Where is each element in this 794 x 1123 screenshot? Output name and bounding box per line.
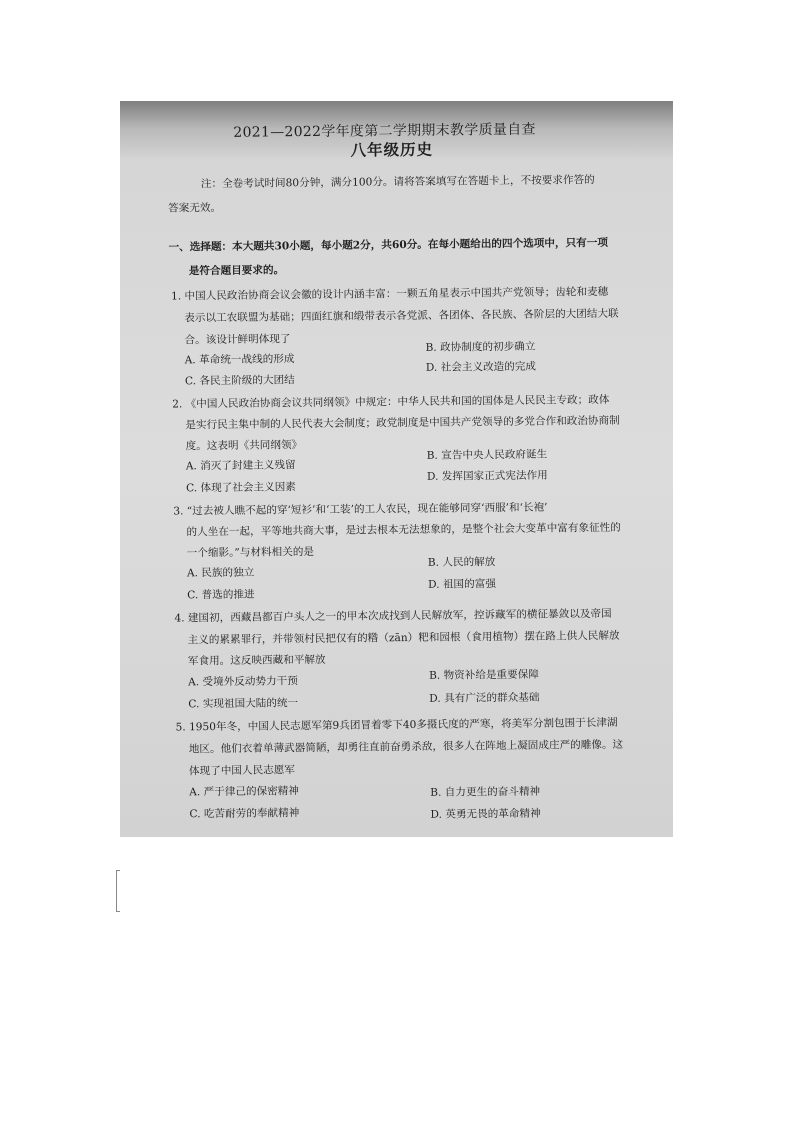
section-heading: 是符合题目要求的。 xyxy=(188,264,285,278)
exam-photo xyxy=(120,101,673,837)
option-c: C. 吃苦耐劳的奉献精神 xyxy=(189,807,300,821)
question-stem-line: 表示以工农联盟为基础；四面红旗和缎带表示各党派、各团体、各民族、各阶层的大团结大联 xyxy=(184,307,619,325)
option-b: B. 物资补给是重要保障 xyxy=(428,668,539,682)
exam-paper xyxy=(120,101,673,837)
exam-subtitle: 八年级历史 xyxy=(350,139,434,160)
question-stem-line: 合。该设计鲜明体现了 xyxy=(184,333,291,347)
scan-edge-mark xyxy=(116,870,120,912)
option-a: A. 消灭了封建主义残留 xyxy=(185,459,296,473)
option-b: B. 政协制度的初步确立 xyxy=(425,340,536,354)
option-b: B. 宣告中央人民政府诞生 xyxy=(426,448,548,462)
section-heading: 一、选择题：本大题共30小题，每小题2分，共60分。在每小题给出的四个选项中，只有一项 xyxy=(168,236,608,254)
question-stem-line: 的人坐在一起，平等地共商大事，是过去根本无法想象的，是整个社会大变革中富有象征性的 xyxy=(186,521,621,539)
option-d: D. 发挥国家正式宪法作用 xyxy=(426,469,548,483)
question-stem-line: 4. 建国初，西藏昌都百户头人之一的甲本次成找到人民解放军，控诉藏军的横征暴敛以及帝国 xyxy=(174,607,612,625)
question-stem-line: 5. 1950年冬，中国人民志愿军第9兵团冒着零下40多摄氏度的严寒，将美军分割包围于长津湖 xyxy=(175,716,618,734)
exam-title: 2021—2022学年度第二学期期末教学质量自查 xyxy=(233,121,536,141)
option-d: D. 具有广泛的群众基础 xyxy=(429,691,540,705)
question-stem-line: 3. “过去被人瞧不起的穿‘短衫’和‘工装’的工人农民，现在能够同穿‘西服’和‘长袍’ xyxy=(173,501,548,518)
question-stem-line: 一个缩影。”与材料相关的是 xyxy=(186,545,315,560)
notice-line: 注：全卷考试时间80分钟，满分100分。请将答案填写在答题卡上，不按要求作答的 xyxy=(200,174,595,191)
option-d: D. 祖国的富强 xyxy=(428,578,496,591)
option-b: B. 人民的解放 xyxy=(427,556,496,569)
option-a: A. 革命统一战线的形成 xyxy=(184,353,295,367)
question-stem-line: 是实行民主集中制的人民代表大会制度；政党制度是中国共产党领导的多党合作和政治协商制 xyxy=(185,414,620,432)
question-stem-line: 体现了中国人民志愿军 xyxy=(188,764,296,778)
option-d: D. 英勇无畏的革命精神 xyxy=(430,807,541,821)
option-c: C. 实现祖国大陆的统一 xyxy=(188,697,299,711)
question-stem-line: 军食用。这反映西藏和平解放 xyxy=(187,653,326,668)
option-d: D. 社会主义改造的完成 xyxy=(425,360,537,374)
notice-line: 答案无效。 xyxy=(168,201,222,215)
option-c: C. 普选的推进 xyxy=(187,588,255,602)
option-a: A. 民族的独立 xyxy=(186,566,255,580)
question-stem-line: 1. 中国人民政治协商会议会徽的设计内涵丰富：一颗五角星表示中国共产党领导；齿轮和麦穗 xyxy=(170,285,609,303)
option-a: A. 严于律己的保密精神 xyxy=(189,785,300,799)
option-c: C. 体现了社会主义因素 xyxy=(185,481,296,495)
question-stem-line: 主义的累累罪行，并带领村民把仅有的糌（zān）粑和园根（食用植物）摆在路上供人民解放 xyxy=(187,629,620,647)
question-stem-line: 2. 《中国人民政治协商会议共同纲领》中规定：中华人民共和国的国体是人民民主专政；政体 xyxy=(172,393,610,411)
option-c: C. 各民主阶级的大团结 xyxy=(184,374,295,388)
option-a: A. 受境外反动势力干预 xyxy=(188,675,298,689)
question-stem-line: 度。这表明《共同纲领》 xyxy=(185,439,303,453)
question-stem-line: 地区。他们衣着单薄武器简陋，却勇往直前奋勇杀敌，很多人在阵地上凝固成庄严的雕像。这 xyxy=(188,738,624,756)
option-b: B. 自力更生的奋斗精神 xyxy=(430,785,541,799)
